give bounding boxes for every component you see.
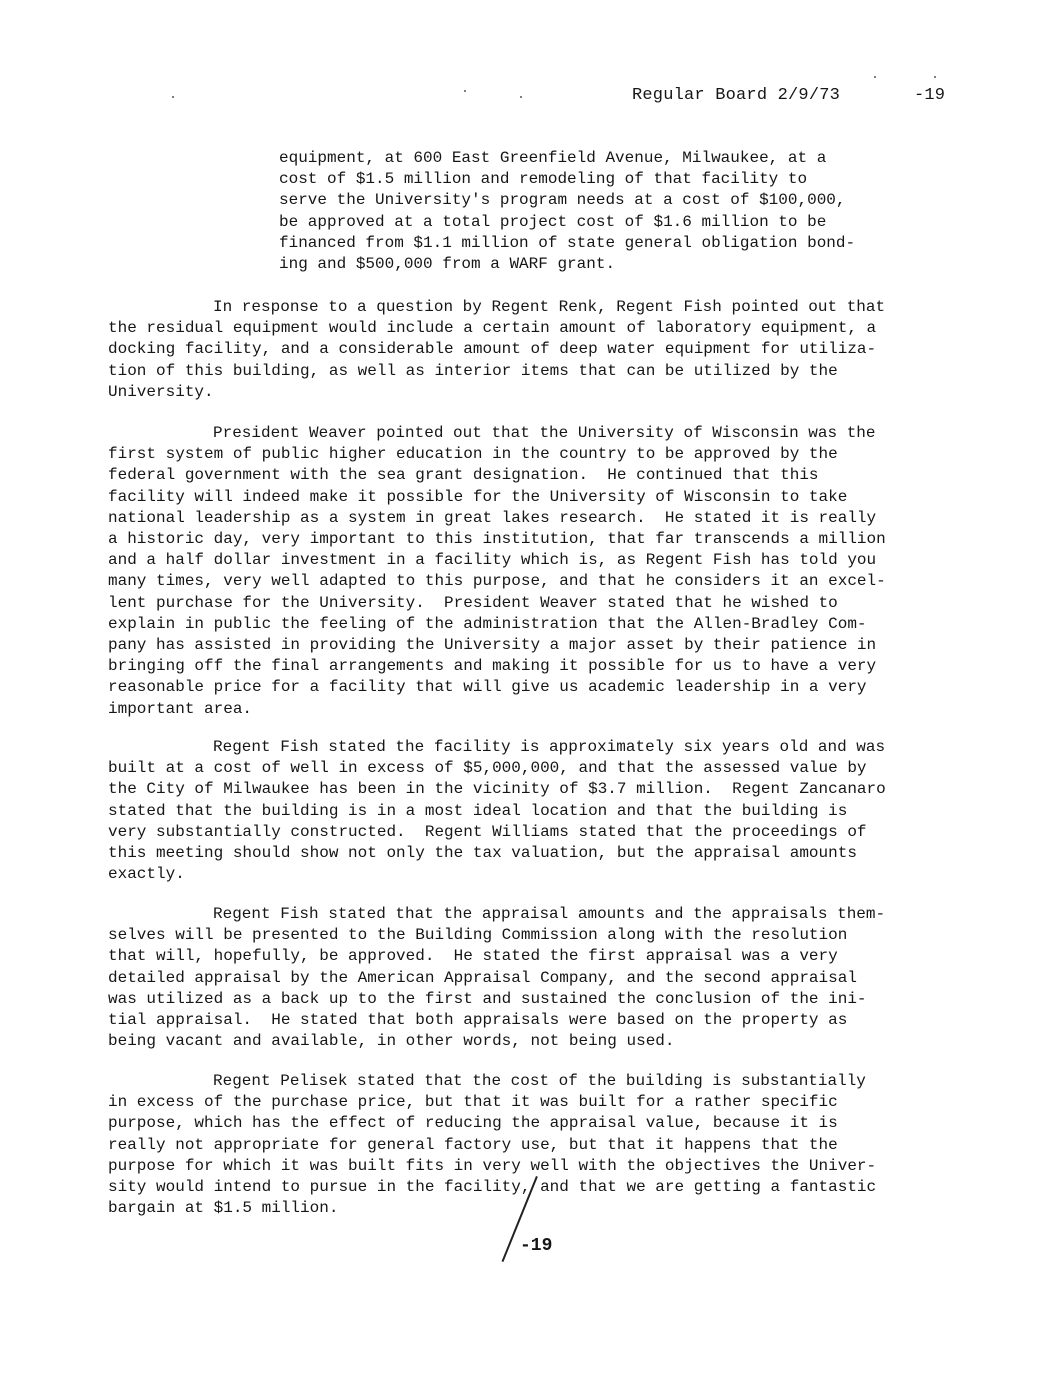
paragraph-line: important area. xyxy=(108,699,253,718)
paragraph-line: built at a cost of well in excess of $5,000,000, and that the assessed value by xyxy=(108,759,867,778)
scan-speck xyxy=(520,96,522,98)
paragraph-line: Regent Fish stated that the appraisal amounts and the appraisals them- xyxy=(213,905,886,923)
paragraph-fish-appraisals xyxy=(108,904,956,1052)
paragraph-line: tial appraisal. He stated that both appraisals were based on the property as xyxy=(108,1011,848,1030)
paragraph-line: University. xyxy=(108,382,214,401)
paragraph-line: and a half dollar investment in a facility which is, as Regent Fish has told you xyxy=(108,551,877,570)
resolution-block xyxy=(279,148,919,275)
paragraph-fish-facility xyxy=(108,737,956,885)
paragraph-line: national leadership as a system in great lakes research. He stated it is really xyxy=(108,508,877,527)
paragraph-line: explain in public the feeling of the administration that the Allen-Bradley Com- xyxy=(108,614,867,633)
paragraph-line: many times, very well adapted to this purpose, and that he considers it an excel- xyxy=(108,572,886,591)
paragraph-line: reasonable price for a facility that will give us academic leadership in a very xyxy=(108,678,867,697)
resolution-line: ing and $500,000 from a WARF grant. xyxy=(279,255,616,274)
paragraph-line: purpose for which it was built fits in very well with the objectives the Univer- xyxy=(108,1156,877,1175)
paragraph-line: being vacant and available, in other words, not being used. xyxy=(108,1032,675,1051)
resolution-line: financed from $1.1 million of state general obligation bond- xyxy=(279,233,856,252)
paragraph-line: really not appropriate for general factory use, but that it happens that the xyxy=(108,1135,838,1154)
paragraph-line: stated that the building is in a most ideal location and that the building is xyxy=(108,801,848,820)
paragraph-weaver-statement xyxy=(108,423,956,720)
resolution-line: cost of $1.5 million and remodeling of that facility to xyxy=(279,170,808,189)
header-title: Regular Board 2/9/73 xyxy=(632,86,841,105)
page-header xyxy=(632,86,962,105)
paragraph-line: pany has assisted in providing the University a major asset by their patience in xyxy=(108,636,877,655)
scan-speck xyxy=(464,90,466,92)
paragraph-line: federal government with the sea grant designation. He continued that this xyxy=(108,466,819,485)
scan-speck xyxy=(874,76,876,78)
scan-speck xyxy=(934,76,936,78)
paragraph-line: the City of Milwaukee has been in the vicinity of $3.7 million. Regent Zancanaro xyxy=(108,780,886,799)
paragraph-line: exactly. xyxy=(108,865,185,884)
paragraph-line: this meeting should show not only the tax valuation, but the appraisal amounts xyxy=(108,844,857,863)
paragraph-line: the residual equipment would include a certain amount of laboratory equipment, a xyxy=(108,319,877,338)
resolution-line: serve the University's program needs at a cost of $100,000, xyxy=(279,191,846,210)
paragraph-line: in excess of the purchase price, but that it was built for a rather specific xyxy=(108,1093,838,1112)
paragraph-line: purpose, which has the effect of reducing the appraisal value, because it is xyxy=(108,1114,838,1133)
resolution-line: equipment, at 600 East Greenfield Avenue, Milwaukee, at a xyxy=(279,149,827,167)
footer-page-mark: -19 xyxy=(520,1236,553,1256)
paragraph-line: Regent Pelisek stated that the cost of the building is substantially xyxy=(213,1072,866,1090)
paragraph-line: selves will be presented to the Building Commission along with the resolution xyxy=(108,926,848,945)
paragraph-line: that will, hopefully, be approved. He stated the first appraisal was a very xyxy=(108,947,838,966)
resolution-line: be approved at a total project cost of $1.6 million to be xyxy=(279,212,827,231)
paragraph-line: sity would intend to pursue in the facility, and that we are getting a fantastic xyxy=(108,1178,877,1197)
paragraph-line: a historic day, very important to this institution, that far transcends a million xyxy=(108,530,886,549)
paragraph-line: lent purchase for the University. President Weaver stated that he wished to xyxy=(108,593,838,612)
paragraph-line: bringing off the final arrangements and making it possible for us to have a very xyxy=(108,657,877,676)
paragraph-line: tion of this building, as well as interior items that can be utilized by the xyxy=(108,361,838,380)
paragraph-line: President Weaver pointed out that the University of Wisconsin was the xyxy=(213,424,876,442)
paragraph-pelisek-statement xyxy=(108,1071,956,1219)
paragraph-line: was utilized as a back up to the first and sustained the conclusion of the ini- xyxy=(108,989,867,1008)
paragraph-line: docking facility, and a considerable amount of deep water equipment for utiliza- xyxy=(108,340,877,359)
header-page-number: -19 xyxy=(914,86,946,105)
scan-speck xyxy=(172,96,174,98)
paragraph-line: facility will indeed make it possible for the University of Wisconsin to take xyxy=(108,487,848,506)
paragraph-line: In response to a question by Regent Renk, Regent Fish pointed out that xyxy=(213,298,886,316)
paragraph-line: first system of public higher education in the country to be approved by the xyxy=(108,445,838,464)
paragraph-line: detailed appraisal by the American Appraisal Company, and the second appraisal xyxy=(108,968,857,987)
paragraph-line: Regent Fish stated the facility is approximately six years old and was xyxy=(213,738,886,756)
paragraph-line: very substantially constructed. Regent Williams stated that the proceedings of xyxy=(108,822,867,841)
paragraph-line: bargain at $1.5 million. xyxy=(108,1199,339,1218)
paragraph-renk-question xyxy=(108,297,956,403)
